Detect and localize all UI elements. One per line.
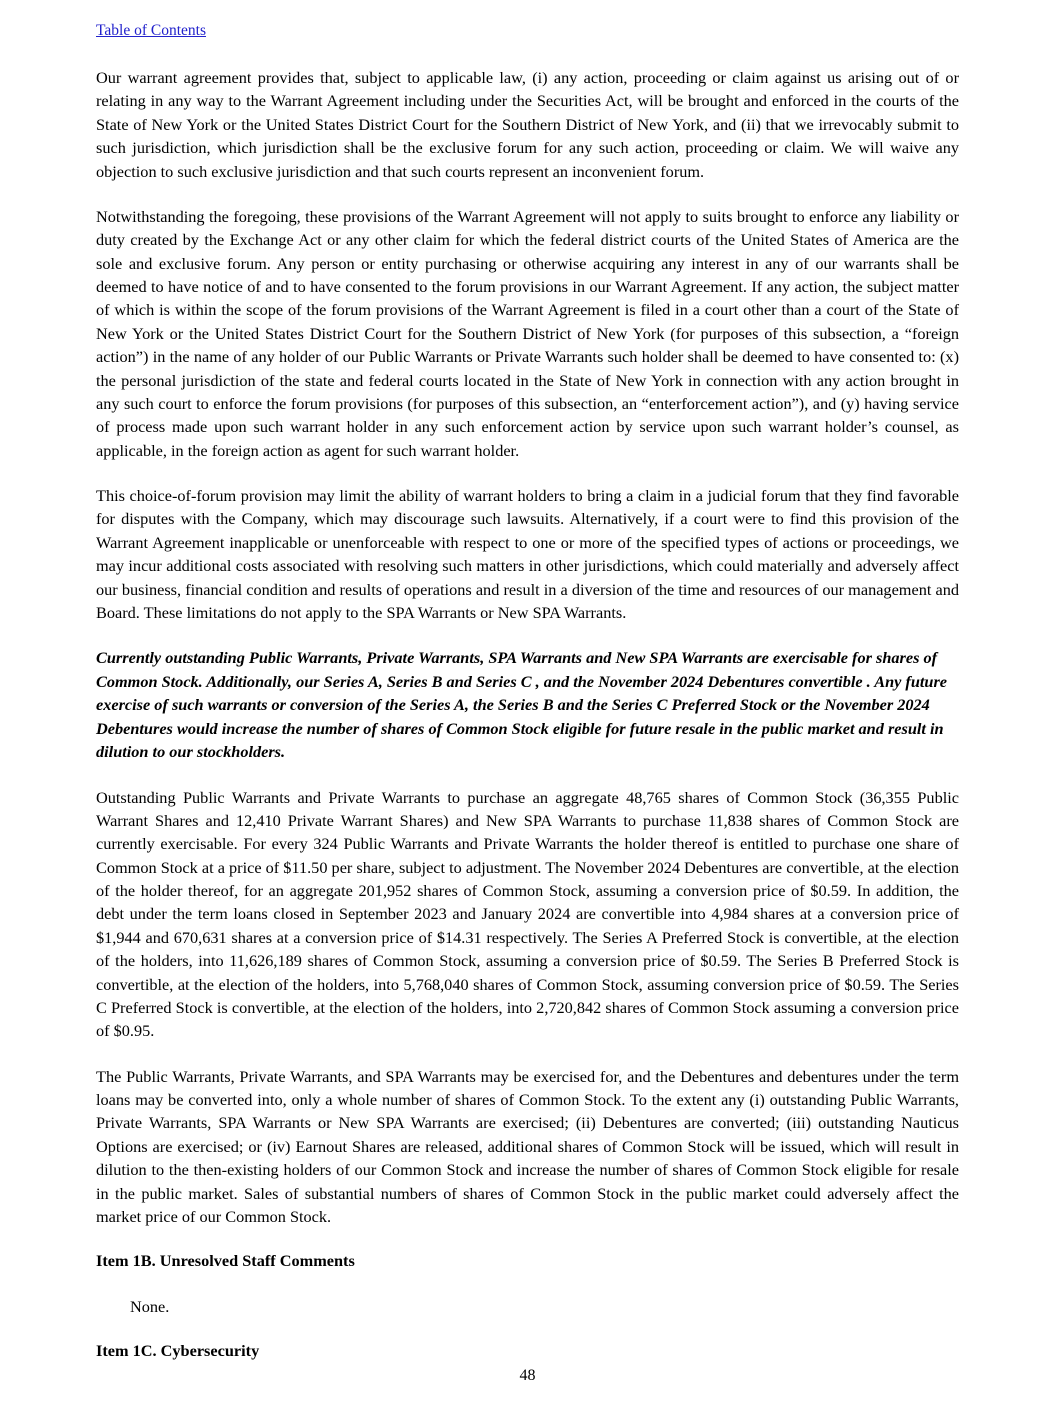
table-of-contents-link[interactable]: Table of Contents <box>96 22 206 39</box>
page-number: 48 <box>519 1367 536 1385</box>
paragraph-choice-of-forum: This choice-of-forum provision may limit the ability of warrant holders to bring a claim in a judicial forum that they find favorable for disputes with the Company, which may discourage such lawsuits. Alternatively, if a court were to find this provision of the Warrant Agreement inapplicable or unenforceable with respect to one or more of the specified types of actions or proceedings, we may incur additional costs associated with resolving such matters in other jurisdictions, which could materially and adversely affect our business, financial condition and results of operations and result in a diversion of the time and resources of our management and Board. These limitations do not apply to the SPA Warrants or New SPA Warrants. <box>96 486 959 622</box>
paragraph-whole-number-shares: The Public Warrants, Private Warrants, and SPA Warrants may be exercised for, and the Debentures and debentures under the term loans may be converted into, only a whole number of shares of Common Stock. To the extent any (i) outstanding Public Warrants, Private Warrants, SPA Warrants or New SPA Warrants are exercised; (ii) Debentures are converted; (iii) outstanding Nauticus Options are exercised; or (iv) Earnout Shares are released, additional shares of Common Stock will be issued, which will result in dilution to the then-existing holders of our Common Stock and increase the number of shares of Common Stock eligible for resale in the public market. Sales of substantial numbers of shares of Common Stock in the public market could adversely affect the market price of our Common Stock. <box>96 1066 959 1226</box>
heading-item-1c: Item 1C. Cybersecurity <box>96 1341 260 1361</box>
paragraph-notwithstanding-foregoing: Notwithstanding the foregoing, these provisions of the Warrant Agreement will not apply to suits brought to enforce any liability or duty created by the Exchange Act or any other claim for which the federal district courts of the United States of America are the sole and exclusive forum. Any person or entity purchasing or otherwise acquiring any interest in any of our warrants shall be deemed to have notice of and to have consented to the forum provisions in our Warrant Agreement. If any action, the subject matter of which is within the scope of the forum provisions of the Warrant Agreement is filed in a court other than a court of the State of New York or the United States District Court for the Southern District of New York (for purposes of this subsection, a “foreign action”) in the name of any holder of our Public Warrants or Private Warrants such holder shall be deemed to have consented to: (x) the personal jurisdiction of the state and federal courts located in the State of New York in connection with any action brought in any such court to enforce the forum provisions (for purposes of this subsection, an “enter​forcement action”), and (y) having service of process made upon such warrant holder in any such enforcement action by service upon such warrant holder’s counsel, as applicable, in the foreign action as agent for such warrant holder. <box>96 206 959 460</box>
paragraph-risk-factor-headline: Currently outstanding Public Warrants, Private Warrants, SPA Warrants and New SPA Warrants are exercisable for shares of Common Stock. Additionally, our Series A, Series B and Series C , and the November 2024 Debentures convertible . Any future exercise of such warrants or conversion of the Series A, the Series B and the Series C Preferred Stock or the November 2024 Debentures would increase the number of shares of Common Stock eligible for future resale in the public market and result in dilution to our stockholders. <box>96 648 948 762</box>
paragraph-warrant-agreement-forum: Our warrant agreement provides that, subject to applicable law, (i) any action, proceeding or claim against us arising out of or relating in any way to the Warrant Agreement including under the Securities Act, will be brought and enforced in the courts of the State of New York or the United States District Court for the Southern District of New York, and (ii) that we irrevocably submit to such jurisdiction, which jurisdiction shall be the exclusive forum for any such action, proceeding or claim. We will waive any objection to such exclusive jurisdiction and that such courts represent an inconvenient forum. <box>96 68 959 181</box>
heading-item-1b: Item 1B. Unresolved Staff Comments <box>96 1251 355 1271</box>
paragraph-item-1b-none: None. <box>130 1297 170 1317</box>
paragraph-outstanding-warrants-detail: Outstanding Public Warrants and Private Warrants to purchase an aggregate 48,765 shares of Common Stock (36,355 Public Warrant Shares and 12,410 Private Warrant Shares) and New SPA Warrants to purchase 11,838 shares of Common Stock are currently exercisable. For every 324 Public Warrants and Private Warrants the holder thereof is entitled to purchase one share of Common Stock at a price of $11.50 per share, subject to adjustment. The November 2024 Debentures are convertible, at the election of the holder thereof, for an aggregate 201,952 shares of Common Stock, assuming a conversion price of $0.59. In addition, the debt under the term loans closed in September 2023 and January 2024 are convertible into 4,984 shares at a conversion price of $1,944 and 670,631 shares at a conversion price of $14.31 respectively. The Series A Preferred Stock is convertible, at the election of the holders, into 11,626,189 shares of Common Stock, assuming a conversion price of $0.59. The Series B Preferred Stock is convertible, at the election of the holders, into 5,768,040 shares of Common Stock, assuming conversion price of $0.59. The Series C Preferred Stock is convertible, at the election of the holders, into 2,720,842 shares of Common Stock assuming a conversion price of $0.95. <box>96 787 959 1041</box>
